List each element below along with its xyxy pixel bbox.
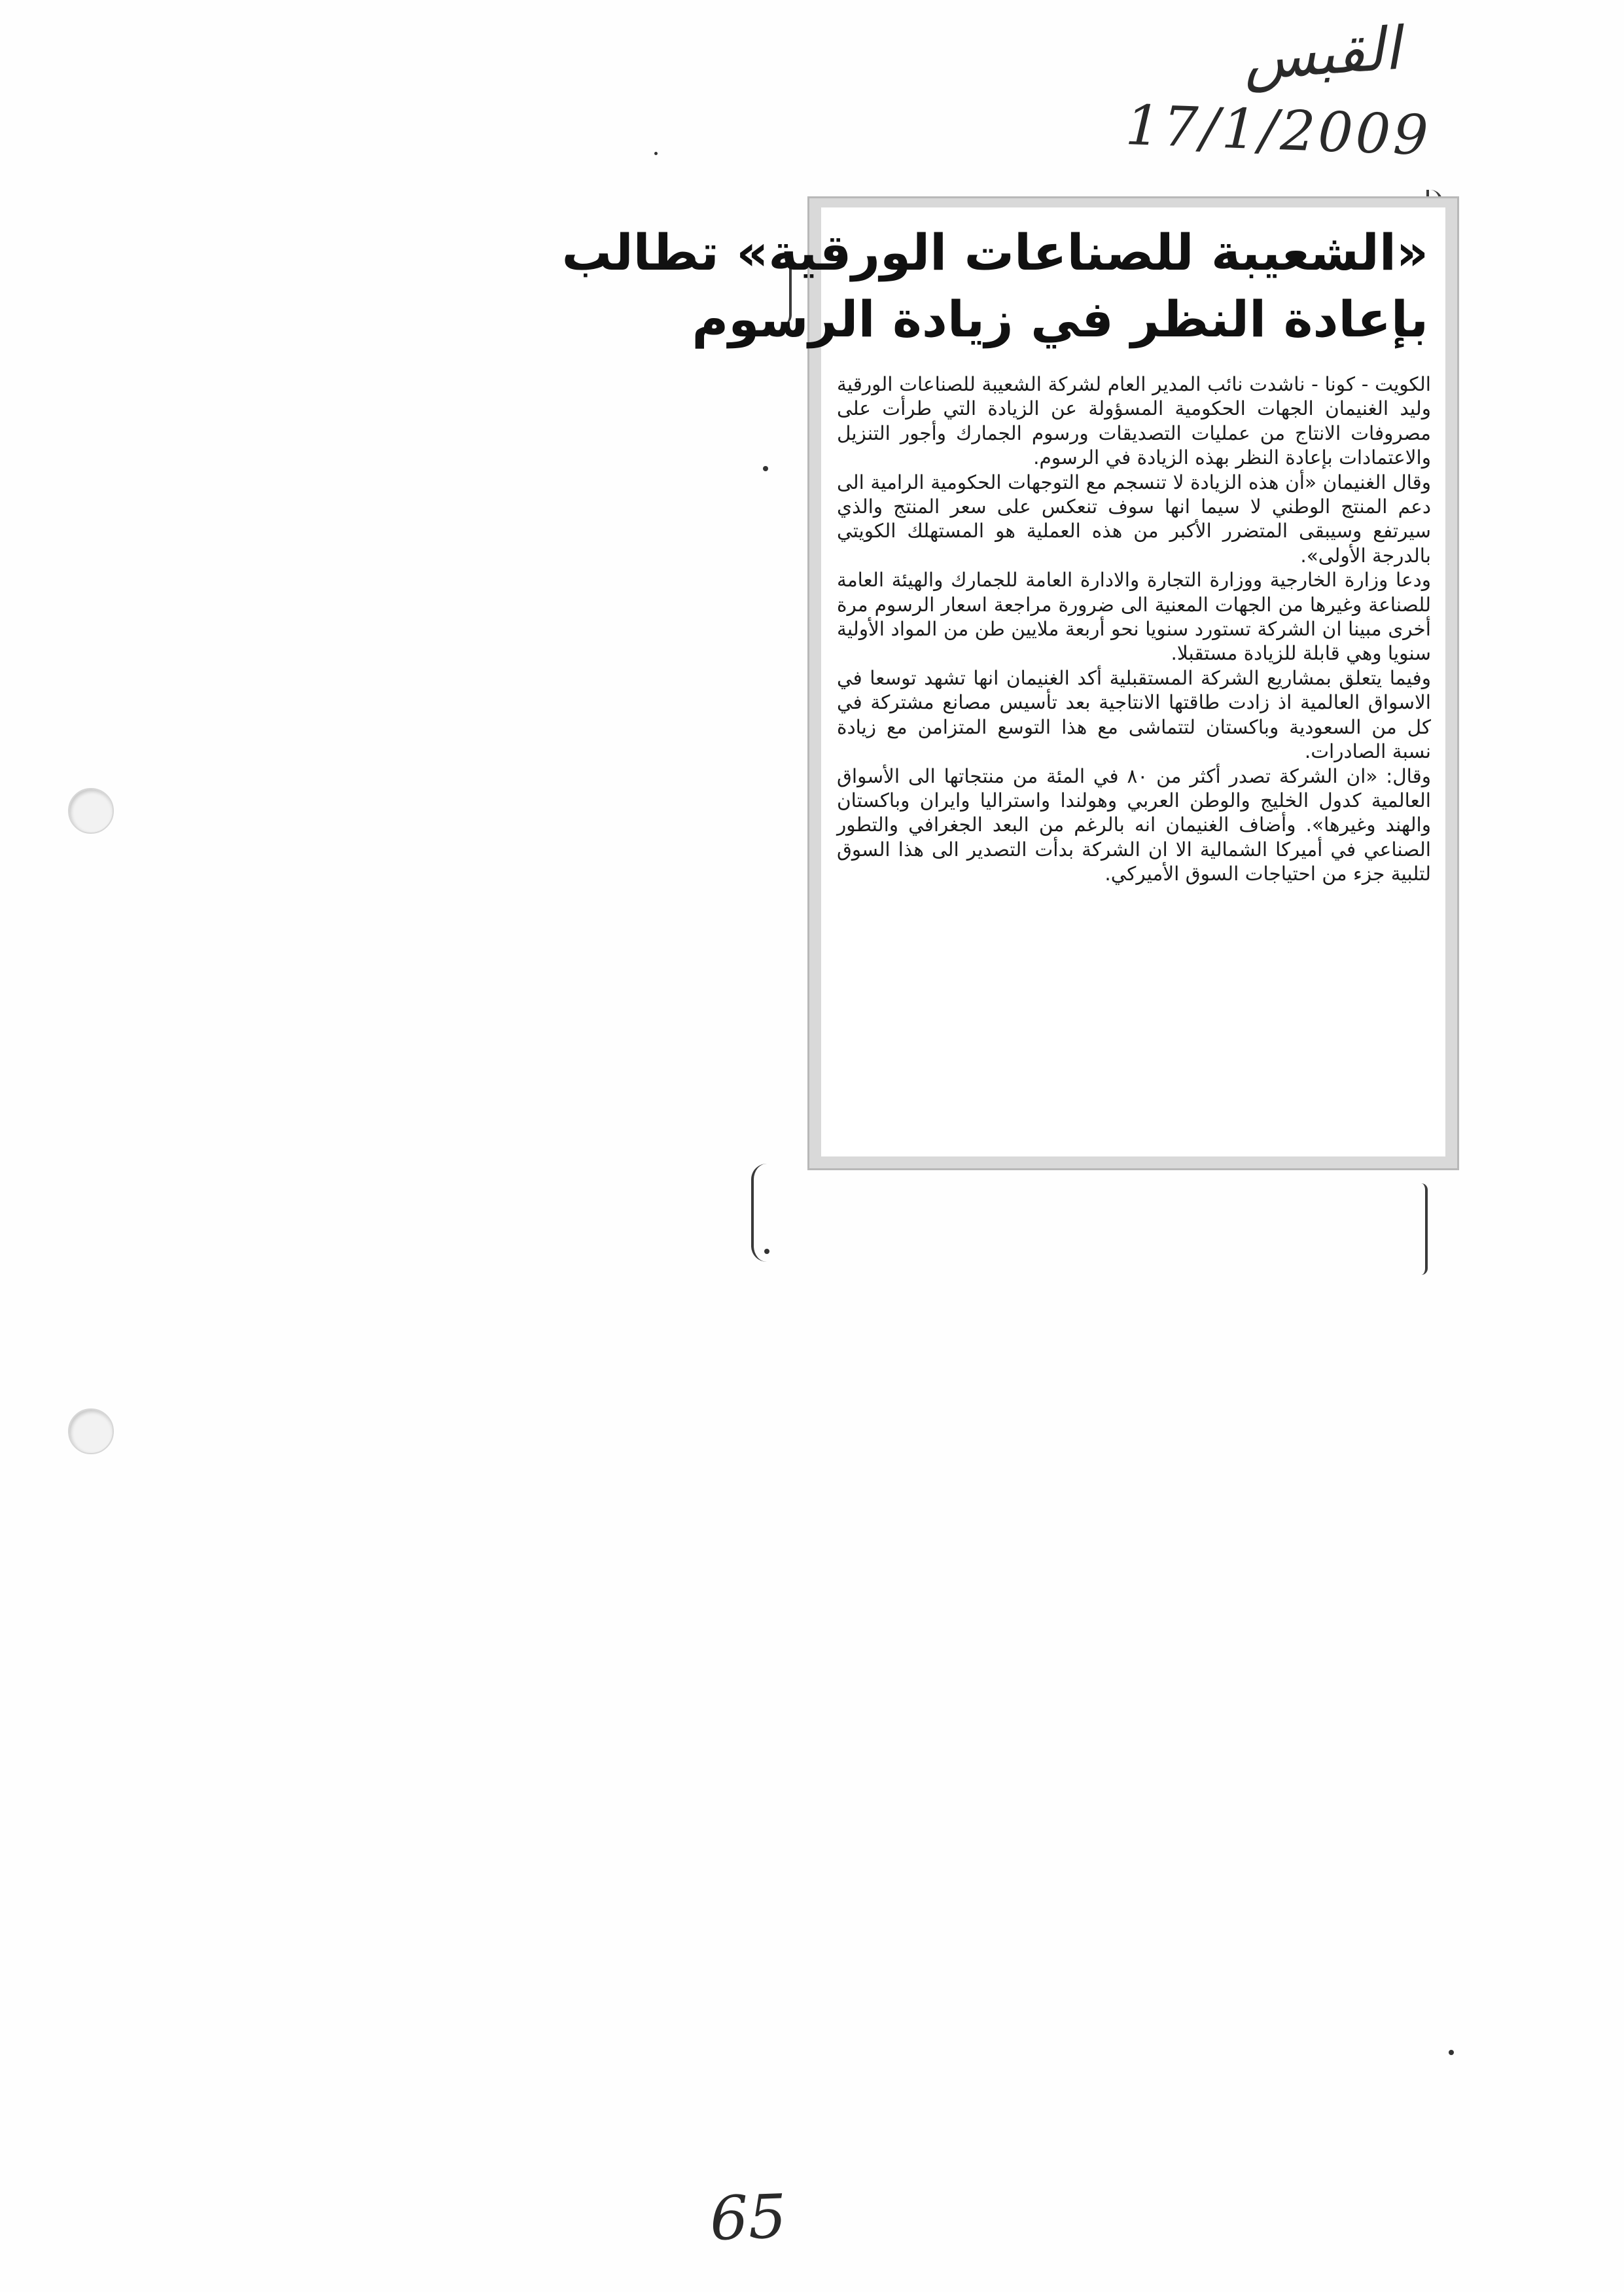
headline-line: «الشعيبة للصناعات الورقية» تطالب [561, 223, 1428, 281]
handwritten-source-note: القبس [1241, 14, 1403, 94]
article-paragraph: وقال الغنيمان «أن هذه الزيادة لا تنسجم مع التوجهات الحكومية الرامية الى دعم المنتج الوطني لا سيما انها سوف تنعكس على سعر المنتج والذي سيرتفع وسيبقى المتضرر الأكبر من هذه العملية هو المستهلك الكويتي بالدرجة الأولى». [837, 471, 1431, 567]
article-headline [561, 219, 1428, 370]
article-body [837, 372, 1431, 1153]
pencil-bracket-mark [751, 1164, 767, 1262]
handwritten-page-number: 65 [709, 2181, 788, 2255]
pencil-dot [764, 1249, 769, 1254]
article-paragraph: الكويت - كونا - ناشدت نائب المدير العام لشركة الشعيبة للصناعات الورقية وليد الغنيمان الجهات الحكومية المسؤولة عن الزيادة التي طرأت على مصروفات الانتاج من عمليات التصديقات ورسوم الجمارك وأجور التنزيل والاعتمادات بإعادة النظر بهذه الزيادة في الرسوم. [837, 373, 1431, 469]
article-paragraph: ودعا وزارة الخارجية ووزارة التجارة والادارة العامة للجمارك والهيئة العامة للصناعة وغيرها من الجهات المعنية الى ضرورة مراجعة اسعار الرسوم مرة أخرى مبينا ان الشركة تستورد سنويا نحو أربعة ملايين طن من المواد الأولية سنويا وهي قابلة للزيادة مستقبلا. [837, 569, 1431, 665]
clipping-paper [561, 207, 1445, 1156]
pencil-dot [1449, 2050, 1454, 2055]
handwritten-date-note: 17/1/2009 [1124, 92, 1432, 168]
article-paragraph: وقال: «ان الشركة تصدر أكثر من ٨٠ في المئة من منتجاتها الى الأسواق العالمية كدول الخليج والوطن العربي وهولندا واستراليا وايران وباكستان والهند وغيرها». وأضاف الغنيمان انه بالرغم من البعد الجغرافي والتطور الصناعي في أميركا الشمالية الا ان الشركة بدأت التصدير الى هذا السوق لتلبية جزء من احتياجات السوق الأميركي. [837, 764, 1432, 886]
article-paragraph: وفيما يتعلق بمشاريع الشركة المستقبلية أكد الغنيمان انها تشهد توسعا في الاسواق العالمية اذ زادت طاقتها الانتاجية بعد تأسيس مصانع مشتركة في كل من السعودية وباكستان لتتماشى مع هذا التوسع المتزامن مع زيادة نسبة الصادرات. [837, 666, 1431, 763]
headline-line: بإعادة النظر في زيادة الرسوم [692, 290, 1428, 348]
pencil-dot [763, 466, 768, 471]
binder-hole [68, 788, 114, 834]
binder-hole [68, 1408, 114, 1454]
newspaper-clipping [561, 196, 1459, 1170]
pencil-bracket-mark [1421, 1183, 1428, 1275]
pencil-dot [654, 152, 658, 155]
